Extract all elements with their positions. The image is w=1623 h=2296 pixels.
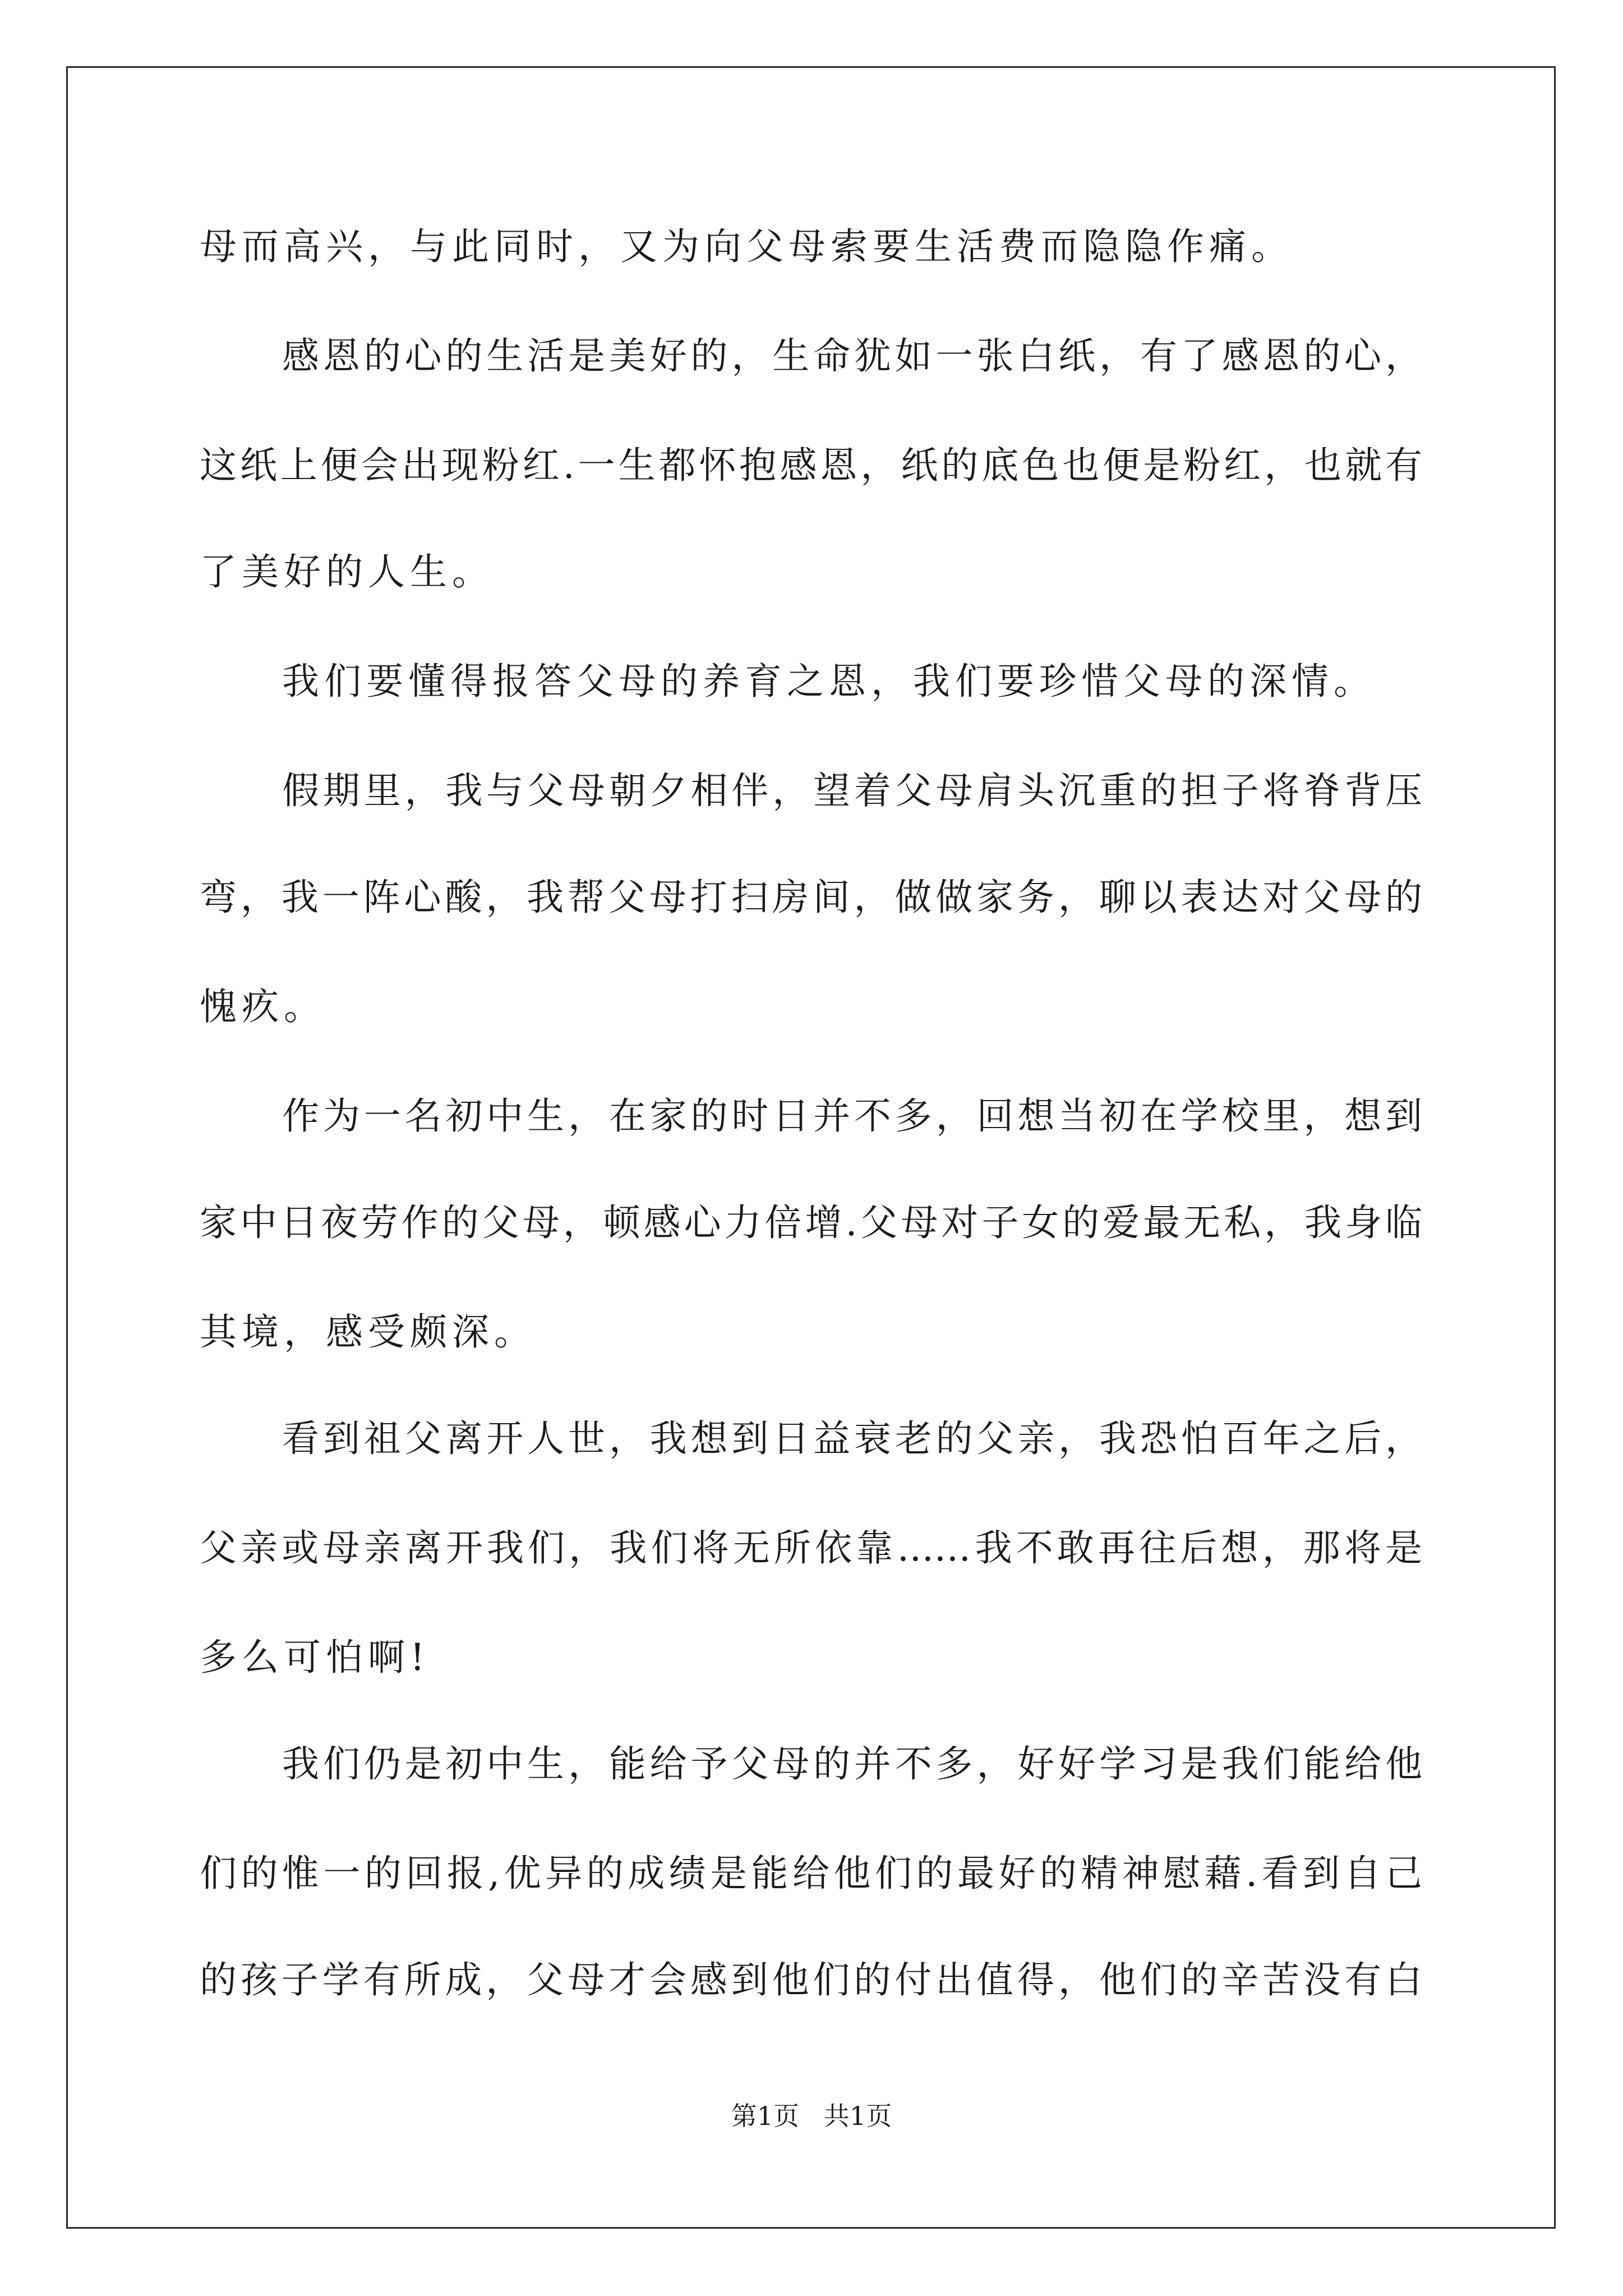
paragraph-line: 们的惟一的回报,优异的成绩是能给他们的最好的精神慰藉.看到自己 [200, 1852, 1422, 1895]
paragraph-line: 愧疚。 [200, 985, 326, 1028]
paragraph-line: 家中日夜劳作的父母，顿感心力倍增.父母对子女的爱最无私，我身临 [200, 1201, 1422, 1244]
paragraph-line: 看到祖父离开人世，我想到日益衰老的父亲，我恐怕百年之后， [282, 1417, 1422, 1460]
paragraph-line: 这纸上便会出现粉红.一生都怀抱感恩，纸的底色也便是粉红，也就有 [200, 444, 1422, 487]
paragraph-line: 多么可怕啊! [200, 1636, 430, 1679]
paragraph-line: 的孩子学有所成，父母才会感到他们的付出值得，他们的辛苦没有白 [200, 1958, 1422, 2001]
paragraph-line: 父亲或母亲离开我们，我们将无所依靠……我不敢再往后想，那将是 [200, 1526, 1422, 1570]
paragraph-line: 我们要懂得报答父母的养育之恩，我们要珍惜父母的深情。 [282, 660, 1376, 703]
paragraph-line: 母而高兴，与此同时，又为向父母索要生活费而隐隐作痛。 [200, 225, 1293, 268]
paragraph-line: 作为一名初中生，在家的时日并不多，回想当初在学校里，想到 [282, 1094, 1422, 1138]
paragraph-line: 感恩的心的生活是美好的，生命犹如一张白纸，有了感恩的心， [282, 334, 1422, 378]
paragraph-line: 了美好的人生。 [200, 550, 494, 593]
paragraph-line: 弯，我一阵心酸，我帮父母打扫房间，做做家务，聊以表达对父母的 [200, 876, 1422, 919]
page-footer: 第1页 共1页 [731, 2101, 892, 2131]
page-border [66, 66, 1556, 2229]
paragraph-line: 假期里，我与父母朝夕相伴，望着父母肩头沉重的担子将脊背压 [282, 769, 1422, 812]
paragraph-line: 我们仍是初中生，能给予父母的并不多，好好学习是我们能给他 [282, 1742, 1422, 1786]
paragraph-line: 其境，感受颇深。 [200, 1310, 536, 1354]
